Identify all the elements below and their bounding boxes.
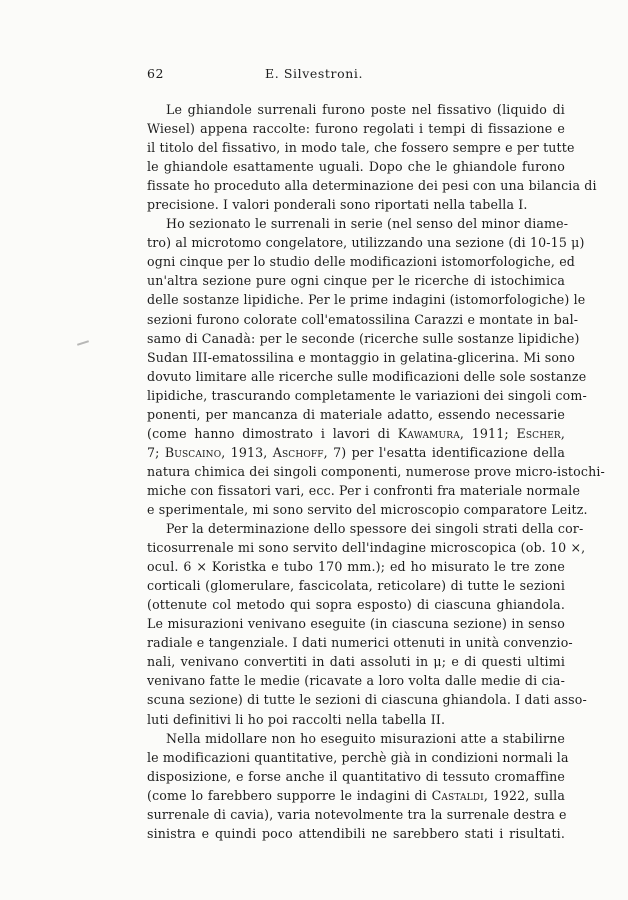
text-line: luti definitivi li ho poi raccolti nella tabella II. [147, 711, 446, 727]
text-line: Le ghiandole surrenali furono poste nel fissativo (liquido di [166, 102, 565, 117]
text-line: nali, venivano convertiti in dati assoluti in μ; e di questi ultimi [147, 654, 565, 670]
text-line: (ottenute col metodo qui sopra esposto) di ciascuna ghiandola. [147, 597, 565, 613]
text-line: dovuto limitare alle ricerche sulle modificazioni delle sole sostanze [147, 368, 587, 384]
text-line: miche con fissatori vari, ecc. Per i confronti fra materiale normale [147, 482, 581, 498]
text-line: surrenale di cavia), varia notevolmente tra la surrenale destra e [147, 806, 567, 822]
margin-mark [77, 340, 89, 346]
text-line: radiale e tangenziale. I dati numerici ottenuti in unità convenzio- [147, 635, 573, 651]
text-line: ocul. 6 × Koristka e tubo 170 mm.); ed ho misurato le tre zone [147, 559, 565, 575]
text-line: delle sostanze lipidiche. Per le prime indagini (istomorfologiche) le [147, 292, 586, 308]
running-head: E. Silvestroni. [264, 66, 364, 81]
text-line: Sudan III-ematossilina e montaggio in gelatina-glicerina. Mi sono [147, 349, 576, 365]
text-line: samo di Canadà: per le seconde (ricerche sulle sostanze lipidiche) [147, 330, 580, 346]
text-line: corticali (glomerulare, fascicolata, reticolare) di tutte le sezioni [147, 578, 565, 594]
text-line: (come lo farebbero supporre le indagini di Castaldi, 1922, sulla [147, 787, 565, 803]
body-text [147, 100, 605, 843]
text-line: disposizione, e forse anche il quantitativo di tessuto cromaffine [147, 768, 565, 784]
text-line: le ghiandole esattamente uguali. Dopo che le ghiandole furono [147, 159, 565, 175]
text-line: le modificazioni quantitative, perchè già in condizioni normali la [147, 749, 569, 765]
page-number: 62 [147, 66, 164, 81]
text-line: natura chimica dei singoli componenti, numerose prove micro-istochi- [147, 463, 605, 479]
text-line: fissate ho proceduto alla determinazione dei pesi con una bilancia di [147, 178, 597, 194]
text-line: scuna sezione) di tutte le sezioni di ciascuna ghiandola. I dati asso- [147, 692, 587, 708]
text-line: il titolo del fissativo, in modo tale, che fossero sempre e per tutte [147, 140, 575, 156]
text-line: ogni cinque per lo studio delle modificazioni istomorfologiche, ed [147, 254, 576, 270]
text-line: tro) al microtomo congelatore, utilizzando una sezione (di 10-15 μ) [147, 235, 585, 251]
text-line: Per la determinazione dello spessore dei singoli strati della cor- [166, 521, 584, 537]
text-line: sezioni furono colorate coll'ematossilina Carazzi e montate in bal- [147, 311, 579, 327]
text-line: Wiesel) appena raccolte: furono regolati i tempi di fissazione e [147, 121, 565, 137]
text-line: venivano fatte le medie (ricavate a loro volta dalle medie di cia- [147, 673, 565, 689]
text-line: sinistra e quindi poco attendibili ne sarebbero stati i risultati. [147, 825, 565, 841]
text-line: precisione. I valori ponderali sono riportati nella tabella I. [147, 197, 528, 213]
text-line: (come hanno dimostrato i lavori di Kawamura, 1911; Escher, [147, 425, 565, 441]
text-line: un'altra sezione pure ogni cinque per le ricerche di istochimica [147, 273, 565, 289]
text-line: e sperimentale, mi sono servito del microscopio comparatore Leitz. [147, 501, 588, 517]
text-line: ponenti, per mancanza di materiale adatto, essendo necessarie [147, 406, 565, 422]
text-line: ticosurrenale mi sono servito dell'indagine microscopica (ob. 10 ×, [147, 540, 586, 556]
text-line: Ho sezionato le surrenali in serie (nel senso del minor diame- [166, 216, 569, 232]
text-line: 7; Buscaino, 1913, Aschoff, 7) per l'esatta identificazione della [147, 444, 565, 460]
text-line: Nella midollare non ho eseguito misurazioni atte a stabilirne [166, 730, 565, 746]
text-line: lipidiche, trascurando completamente le variazioni dei singoli com- [147, 387, 587, 403]
text-line: Le misurazioni venivano eseguite (in ciascuna sezione) in senso [147, 616, 565, 632]
